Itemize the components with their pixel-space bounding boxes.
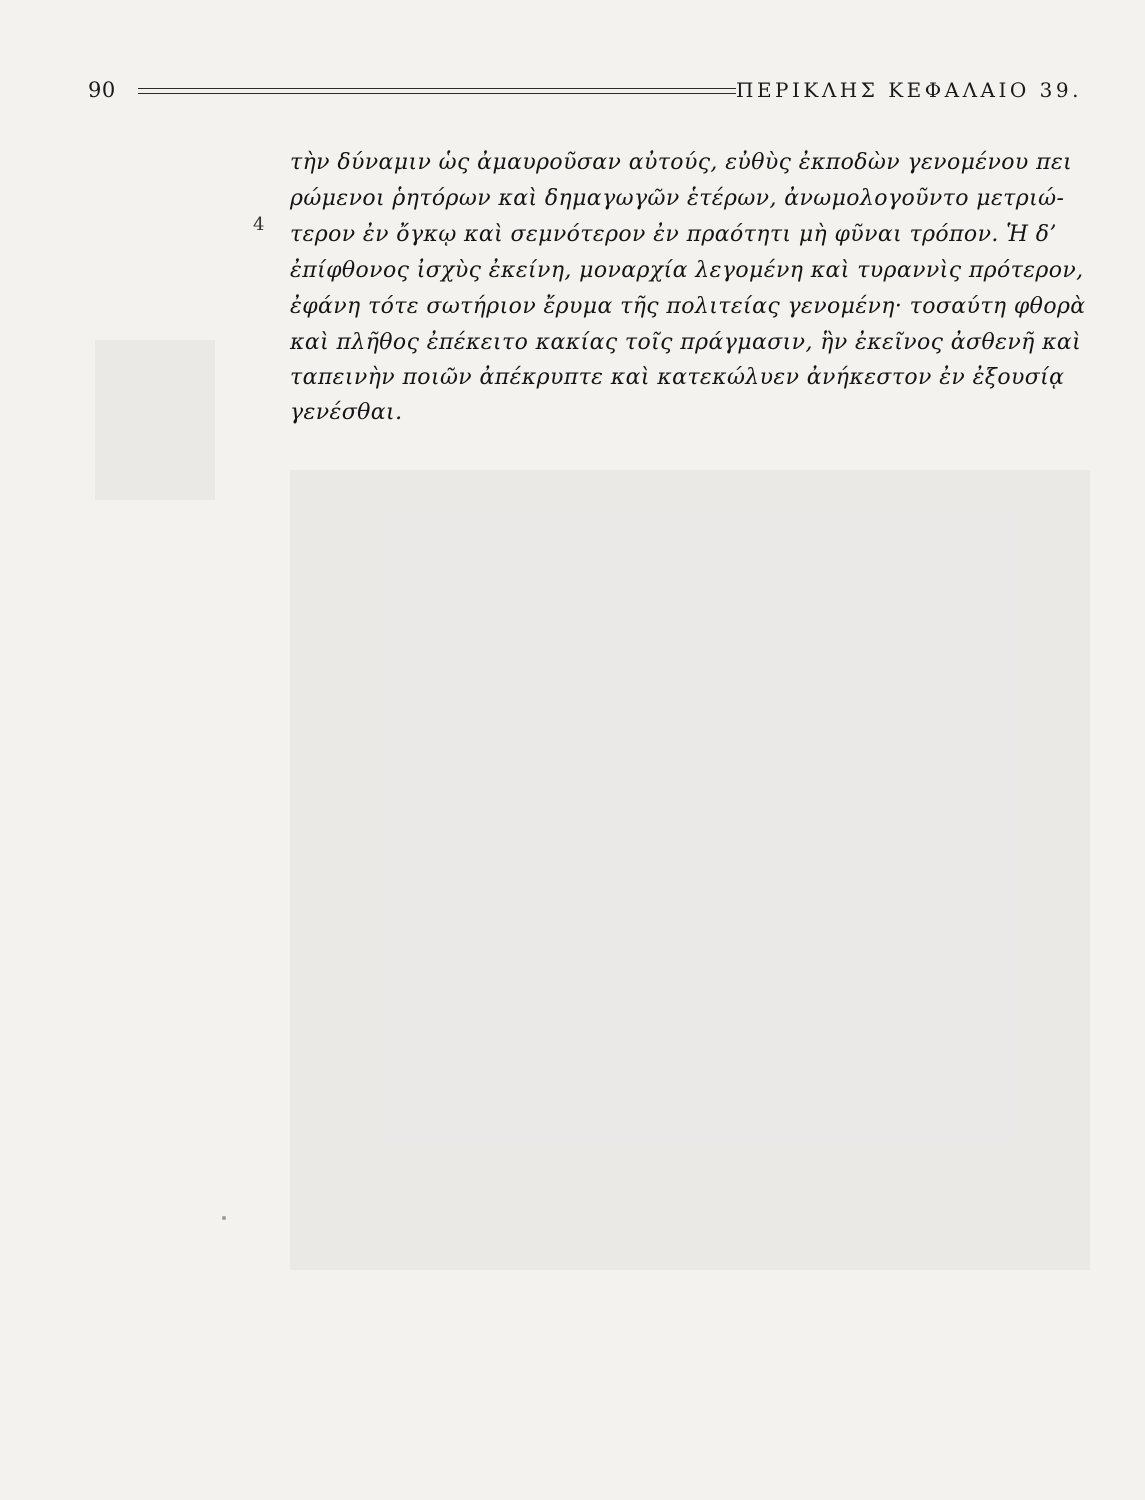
page-header (88, 78, 1098, 108)
header-rule (138, 88, 736, 89)
text-line: ταπεινὴν ποιῶν ἀπέκρυπτε καὶ κατεκώλυεν ἀνήκεστον ἐν ἐξουσίᾳ (290, 365, 1065, 390)
text-line: ἐπίφθονος ἰσχὺς ἐκείνη, μοναρχία λεγομένη καὶ τυραννὶς πρότερον, (290, 258, 1084, 283)
text-line: γενέσθαι. (290, 400, 403, 425)
page-speck (222, 1216, 226, 1220)
show-through-shadow (290, 470, 1090, 1270)
text-line: ἐφάνη τότε σωτήριον ἔρυμα τῆς πολιτείας γενομένη· τοσαύτη φθορὰ (290, 294, 1086, 319)
text-line: τερον ἐν ὄγκῳ καὶ σεμνότερον ἐν πραότητι μὴ φῦναι τρόπον. Ἡ δ’ (290, 222, 1057, 247)
show-through-margin-shadow (95, 340, 215, 500)
text-line: καὶ πλῆθος ἐπέκειτο κακίας τοῖς πράγμασιν, ἣν ἐκεῖνος ἀσθενῆ καὶ (290, 330, 1082, 355)
header-rule-double (138, 93, 736, 94)
margin-line-number: 4 (253, 214, 265, 235)
text-line: τὴν δύναμιν ὡς ἀμαυροῦσαν αὐτούς, εὐθὺς ἐκποδὼν γενομένου πει (290, 150, 1073, 175)
text-line: ρώμενοι ῥητόρων καὶ δημαγωγῶν ἑτέρων, ἀνωμολογοῦντο μετριώ- (290, 186, 1065, 211)
running-head: ΠΕΡΙΚΛΗΣ ΚΕΦΑΛΑΙΟ 39. (736, 78, 1082, 102)
page-number: 90 (88, 78, 116, 102)
